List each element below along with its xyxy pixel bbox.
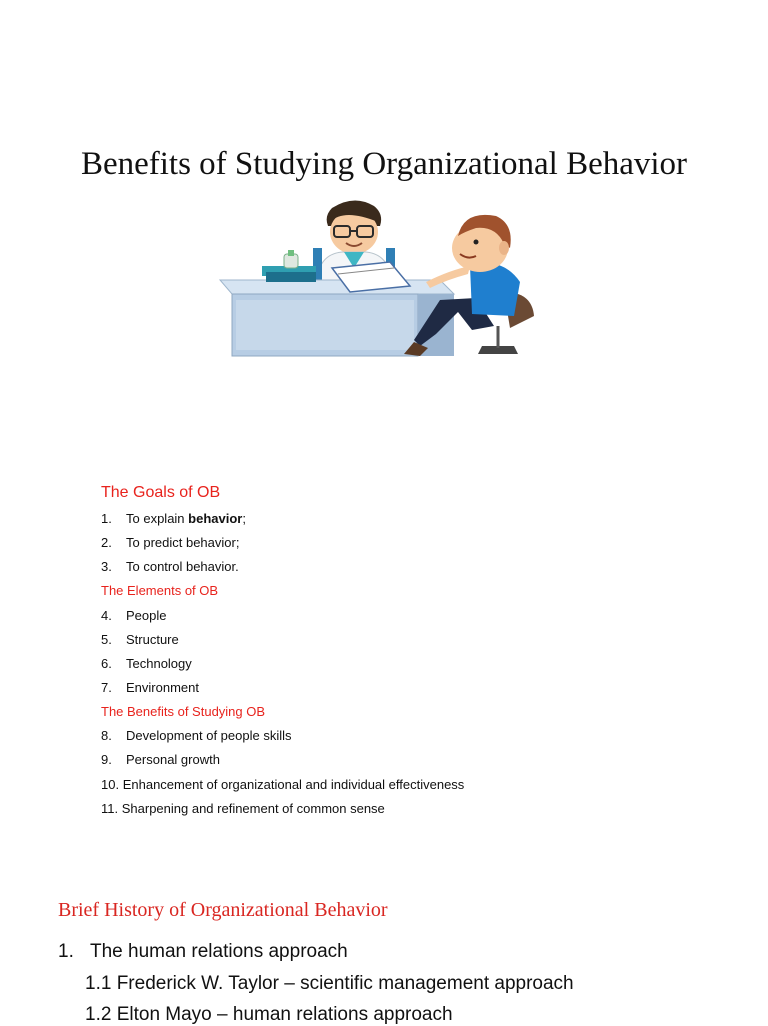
- list-item: [101, 777, 464, 792]
- list-text: Personal growth: [126, 752, 220, 767]
- history-number: 1.: [58, 941, 74, 962]
- history-text: The human relations approach: [90, 941, 348, 962]
- list-number: 7.: [101, 680, 112, 695]
- goals-heading: The Goals of OB: [101, 484, 221, 501]
- history-heading: Brief History of Organizational Behavior: [58, 899, 388, 921]
- list-item: [101, 535, 239, 550]
- history-number: 1.2: [85, 1004, 112, 1025]
- list-text: To control behavior.: [126, 559, 239, 574]
- list-number: 9.: [101, 752, 112, 767]
- list-text: Sharpening and refinement of common sense: [121, 801, 385, 816]
- list-item: [101, 511, 246, 526]
- list-item: [101, 608, 166, 623]
- history-item: [85, 1004, 453, 1026]
- list-text: Structure: [126, 632, 179, 647]
- list-text: Technology: [126, 656, 192, 671]
- list-text: Environment: [126, 680, 199, 695]
- list-text-bold: behavior: [188, 511, 243, 526]
- list-number: 4.: [101, 608, 112, 623]
- list-item: [101, 656, 192, 671]
- list-number: 8.: [101, 728, 112, 743]
- list-item: [101, 752, 220, 767]
- list-item: [101, 801, 385, 816]
- list-text: Development of people skills: [126, 728, 292, 743]
- page-title: Benefits of Studying Organizational Behavior: [80, 146, 688, 182]
- history-text: Elton Mayo – human relations approach: [116, 1004, 453, 1025]
- list-item: [101, 632, 179, 647]
- list-text: ;: [242, 511, 246, 526]
- doctor-patient-illustration: [214, 196, 544, 366]
- list-item: [101, 559, 239, 574]
- list-item: [101, 680, 199, 695]
- history-text: Frederick W. Taylor – scientific management approach: [116, 973, 574, 994]
- list-text: To predict behavior;: [126, 535, 240, 550]
- list-number: 11.: [101, 801, 119, 816]
- list-text: People: [126, 608, 167, 623]
- list-text: To explain: [126, 511, 189, 526]
- list-number: 1.: [101, 511, 112, 526]
- elements-heading: The Elements of OB: [101, 583, 219, 598]
- history-number: 1.1: [85, 973, 112, 994]
- list-item: [101, 728, 291, 743]
- benefits-heading: The Benefits of Studying OB: [101, 704, 266, 719]
- list-number: 3.: [101, 559, 112, 574]
- list-text: Enhancement of organizational and individual effectiveness: [122, 777, 465, 792]
- list-number: 10.: [101, 777, 120, 792]
- history-item: [85, 973, 574, 995]
- history-item: [58, 941, 348, 963]
- list-number: 6.: [101, 656, 112, 671]
- list-number: 2.: [101, 535, 112, 550]
- list-number: 5.: [101, 632, 112, 647]
